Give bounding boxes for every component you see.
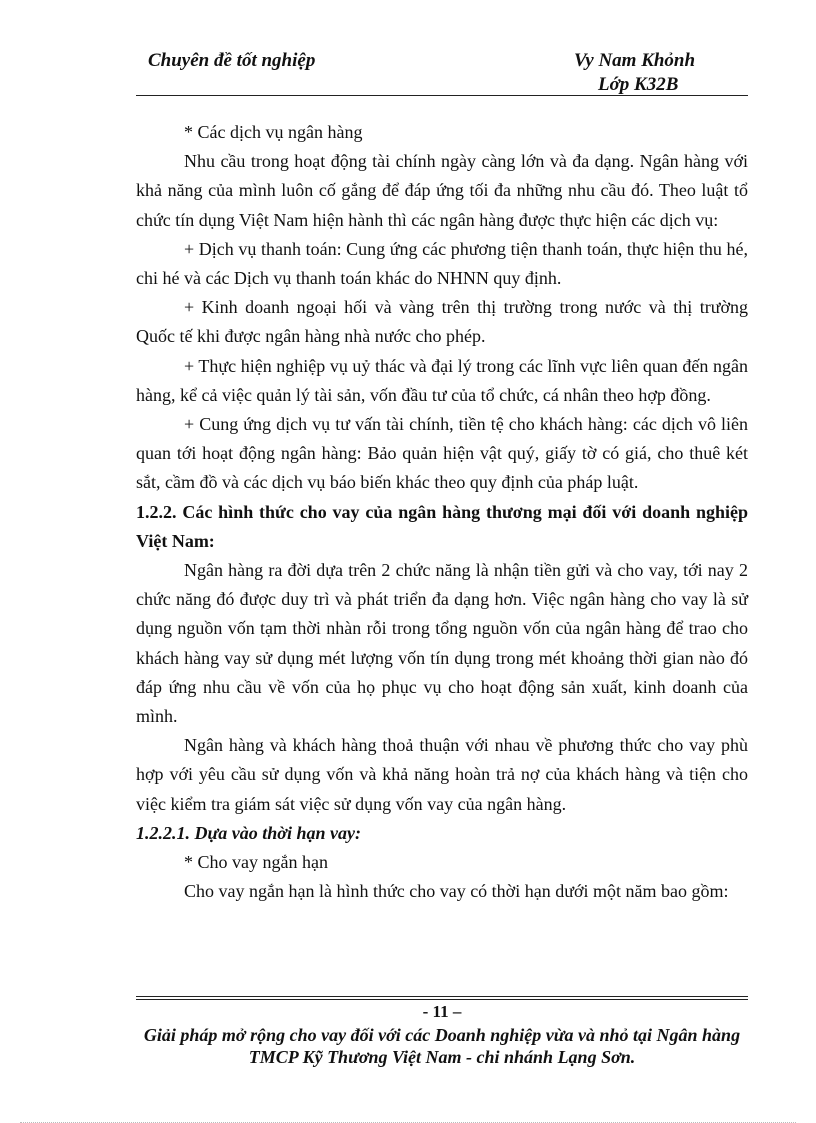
header-class: Lớp K32B bbox=[598, 74, 679, 95]
bullet-banking-services: * Các dịch vụ ngân hàng bbox=[184, 122, 363, 142]
paragraph-lending-agreement: Ngân hàng và khách hàng thoả thuận với nhau về phương thức cho vay phù hợp với yêu cầu sử dụng vốn và khả năng hoàn trả nợ của khách hàng và tiện cho việc kiểm tra giám sát việc sử dụng vốn vay của ngân hàng. bbox=[136, 735, 748, 814]
footer-rule-bottom bbox=[136, 999, 748, 1000]
paragraph-lending-intro: Ngân hàng ra đời dựa trên 2 chức năng là nhận tiền gửi và cho vay, tới nay 2 chức năng đó được duy trì và phát triển đa dạng hơn. Việc ngân hàng cho vay là sử dụng nguồn vốn tạm thời nhàn rỗi trong tổng nguồn vốn của ngân hàng để trao cho khách hàng vay sử dụng mét lượng vốn tín dụng trong mét khoảng thời gian nào đó đáp ứng nhu cầu về vốn của họ phục vụ cho hoạt động sản xuất, kinh doanh của mình. bbox=[136, 560, 748, 727]
header-rule bbox=[136, 95, 748, 96]
item-payment-services: + Dịch vụ thanh toán: Cung ứng các phương tiện thanh toán, thực hiện thu hé, chi hé và các Dịch vụ thanh toán khác do NHNN quy định. bbox=[136, 238, 748, 289]
bullet-short-term-loans: * Cho vay ngắn hạn bbox=[184, 852, 328, 873]
item-consulting: + Cung ứng dịch vụ tư vấn tài chính, tiền tệ cho khách hàng: các dịch vô liên quan tới hoạt động ngân hàng: Bảo quản hiện vật quý, giấy tờ có giá, cho thuê két sắt, cầm đồ và các dịch vụ báo biến khác theo quy định của pháp luật. bbox=[136, 414, 748, 493]
item-foreign-exchange: + Kinh doanh ngoại hối và vàng trên thị trường trong nước và thị trường Quốc tế khi được ngân hàng nhà nước cho phép. bbox=[136, 297, 748, 347]
page-number: - 11 – bbox=[422, 1002, 462, 1021]
header-document-type: Chuyên đề tốt nghiệp bbox=[148, 50, 316, 71]
section-heading-1-2-2-1: 1.2.2.1. Dựa vào thời hạn vay: bbox=[136, 822, 361, 843]
page-body bbox=[136, 118, 748, 906]
item-trust-agency: + Thực hiện nghiệp vụ uỷ thác và đại lý trong các lĩnh vực liên quan đến ngân hàng, kể cả việc quản lý tài sản, vốn đầu tư của tổ chức, cá nhân theo hợp đồng. bbox=[136, 355, 748, 405]
footer-thesis-title: Giải pháp mở rộng cho vay đối với các Doanh nghiệp vừa và nhỏ tại Ngân hàng TMCP Kỹ Thương Việt Nam - chi nhánh Lạng Sơn. bbox=[143, 1025, 741, 1067]
paragraph-short-term-definition: Cho vay ngắn hạn là hình thức cho vay có thời hạn dưới một năm bao gồm: bbox=[184, 881, 729, 902]
paragraph-services-intro: Nhu cầu trong hoạt động tài chính ngày càng lớn và đa dạng. Ngân hàng với khả năng của mình luôn cố gắng để đáp ứng tối đa những nhu cầu đó. Theo luật tổ chức tín dụng Việt Nam hiện hành thì các ngân hàng được thực hiện các dịch vụ: bbox=[136, 151, 748, 230]
header-author: Vy Nam Khỏnh bbox=[574, 50, 696, 71]
footer-rule-top bbox=[136, 996, 748, 997]
section-heading-1-2-2: 1.2.2. Các hình thức cho vay của ngân hàng thương mại đối với doanh nghiệp Việt Nam: bbox=[136, 501, 748, 551]
